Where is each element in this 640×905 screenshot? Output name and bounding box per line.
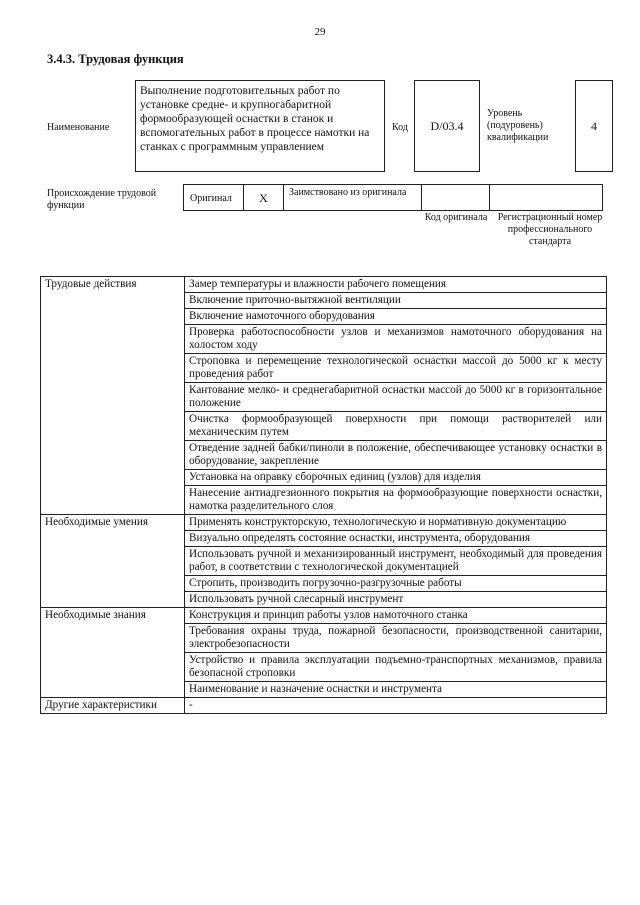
table-row (41, 698, 607, 714)
item-cell: Строповка и перемещение технологической оснастки массой до 5000 кг к месту проведения работ (185, 354, 607, 383)
registration-number-cell (490, 185, 602, 210)
category-cell: Другие характеристики (41, 698, 185, 714)
item-cell: Кантование мелко- и среднегабаритной оснастки массой до 5000 кг в горизонтальное положение (185, 383, 607, 412)
code-value: D/03.4 (414, 80, 480, 172)
code-label: Код (392, 122, 408, 133)
item-cell: Требования охраны труда, пожарной безопасности, производственной санитарии, электробезопасности (185, 624, 607, 653)
item-cell: Использовать ручной и механизированный инструмент, необходимый для проведения работ, в соответствии с технологической документацией (185, 547, 607, 576)
item-cell: - (185, 698, 607, 714)
item-cell: Очистка формообразующей поверхности при помощи растворителей или механическим путем (185, 412, 607, 441)
page-number: 29 (314, 26, 326, 38)
item-cell: Устройство и правила эксплуатации подъемно-транспортных механизмов, правила безопасной строповки (185, 653, 607, 682)
item-cell: Конструкция и принцип работы узлов намоточного станка (185, 608, 607, 624)
original-label: Оригинал (184, 185, 244, 210)
level-label: Уровень (подуровень) квалификации (487, 108, 549, 143)
level-value: 4 (575, 80, 613, 172)
category-cell: Необходимые знания (41, 608, 185, 698)
origin-label: Происхождение трудовой функции (47, 188, 157, 211)
section-title: 3.4.3. Трудовая функция (47, 52, 184, 66)
origin-table (183, 184, 603, 211)
category-cell: Трудовые действия (41, 277, 185, 515)
item-cell: Стропить, производить погрузочно-разгрузочные работы (185, 576, 607, 592)
original-code-caption: Код оригинала (424, 212, 488, 223)
item-cell: Использовать ручной слесарный инструмент (185, 592, 607, 608)
borrowed-label: Заимствовано из оригинала (284, 185, 422, 210)
original-code-cell (422, 185, 490, 210)
registration-number-caption: Регистрационный номер профессионального стандарта (497, 212, 603, 247)
function-details-table (40, 276, 607, 714)
item-cell: Проверка работоспособности узлов и механизмов намоточного оборудования на холостом ходу (185, 325, 607, 354)
table-row (41, 515, 607, 531)
item-cell: Наименование и назначение оснастки и инструмента (185, 682, 607, 698)
item-cell: Включение приточно-вытяжной вентиляции (185, 293, 607, 309)
table-row (41, 277, 607, 293)
item-cell: Применять конструкторскую, технологическую и нормативную документацию (185, 515, 607, 531)
item-cell: Отведение задней бабки/пиноли в положение, обеспечивающее установку оснастки в оборудование, закрепление (185, 441, 607, 470)
item-cell: Включение намоточного оборудования (185, 309, 607, 325)
category-cell: Необходимые умения (41, 515, 185, 608)
item-cell: Нанесение антиадгезионного покрытия на формообразующие поверхности оснастки, намотка разделительного слоя (185, 486, 607, 515)
item-cell: Визуально определять состояние оснастки, инструмента, оборудования (185, 531, 607, 547)
function-name-box: Выполнение подготовительных работ по установке средне- и крупногабаритной формообразующей оснастки в станок и вспомогательных работ в процессе намотки на станках с программным управлением (135, 80, 385, 172)
table-row (41, 608, 607, 624)
original-mark: X (244, 185, 284, 210)
item-cell: Замер температуры и влажности рабочего помещения (185, 277, 607, 293)
name-label: Наименование (47, 122, 110, 133)
item-cell: Установка на оправку сборочных единиц (узлов) для изделия (185, 470, 607, 486)
